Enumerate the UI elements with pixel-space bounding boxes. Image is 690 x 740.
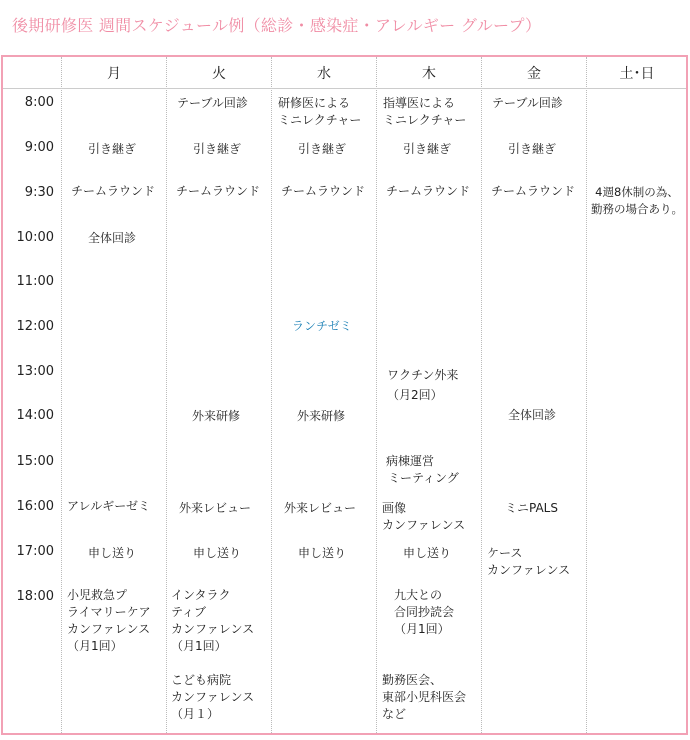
event-table-rounds: テーブル回診 — [492, 96, 563, 110]
event-attending-mini-lecture: 指導医による ミニレクチャー — [383, 96, 467, 127]
event-resident-mini-lecture: 研修医による ミニレクチャー — [278, 96, 362, 127]
event-table-rounds: テーブル回診 — [177, 96, 248, 110]
day-header-thu: 木 — [422, 66, 436, 82]
event-handover: 引き継ぎ — [298, 142, 347, 156]
day-header-wed: 水 — [317, 66, 331, 82]
event-signout: 申し送り — [298, 546, 347, 560]
event-case-conference: ケース カンファレンス — [487, 546, 571, 577]
event-team-round: チームラウンド — [491, 184, 576, 198]
event-outpatient-training: 外来研修 — [297, 409, 346, 423]
time-label: 10:00 — [16, 230, 54, 245]
time-label: 12:00 — [16, 319, 54, 334]
time-label: 9:30 — [24, 185, 54, 200]
event-team-round: チームラウンド — [386, 184, 471, 198]
event-vaccine-clinic: ワクチン外来 （月2回） — [387, 368, 459, 402]
time-label: 14:00 — [16, 408, 54, 423]
time-label: 17:00 — [16, 544, 54, 559]
event-childrens-hospital-conference: こども病院 カンファレンス （月１） — [171, 673, 255, 721]
event-team-round: チームラウンド — [176, 184, 261, 198]
event-signout: 申し送り — [193, 546, 242, 560]
event-pediatric-primary-care-conference: 小児救急プ ライマリーケア カンファレンス （月1回） — [67, 588, 151, 653]
column-divider — [376, 57, 377, 733]
time-label: 11:00 — [16, 274, 54, 289]
event-outpatient-training: 外来研修 — [192, 409, 241, 423]
day-header-mon: 月 — [107, 66, 121, 82]
day-header-weekend: 土･日 — [619, 66, 655, 82]
column-divider — [61, 57, 62, 733]
column-divider — [166, 57, 167, 733]
day-header-fri: 金 — [527, 66, 541, 82]
event-interactive-conference: インタラク ティブ カンファレンス （月1回） — [171, 588, 255, 653]
time-label: 8:00 — [24, 95, 54, 110]
event-joint-journal-club: 九大との 合同抄読会 （月1回） — [394, 588, 455, 636]
event-outpatient-review: 外来レビュー — [284, 501, 357, 515]
event-handover: 引き継ぎ — [88, 142, 137, 156]
event-handover: 引き継ぎ — [508, 142, 557, 156]
weekend-note: 4週8休制の為、 勤務の場合あり。 — [591, 185, 683, 216]
event-physicians-association: 勤務医会、 東部小児科医会 など — [382, 673, 467, 721]
event-ward-management-meeting: 病棟運営 ミーティング — [386, 454, 459, 485]
page-title: 後期研修医 週間スケジュール例（総診・感染症・アレルギー グループ） — [12, 16, 542, 35]
event-team-round: チームラウンド — [71, 184, 156, 198]
time-label: 18:00 — [16, 589, 54, 604]
column-divider — [271, 57, 272, 733]
event-general-rounds: 全体回診 — [88, 231, 137, 245]
event-general-rounds: 全体回診 — [508, 408, 557, 422]
event-mini-pals: ミニPALS — [505, 501, 558, 515]
event-imaging-conference: 画像 カンファレンス — [382, 501, 466, 532]
time-label: 13:00 — [16, 364, 54, 379]
column-divider — [481, 57, 482, 733]
event-outpatient-review: 外来レビュー — [179, 501, 252, 515]
day-header-tue: 火 — [212, 66, 226, 82]
time-label: 9:00 — [24, 140, 54, 155]
column-divider — [586, 57, 587, 733]
event-team-round: チームラウンド — [281, 184, 366, 198]
event-handover: 引き継ぎ — [193, 142, 242, 156]
time-label: 15:00 — [16, 454, 54, 469]
time-label: 16:00 — [16, 499, 54, 514]
event-signout: 申し送り — [88, 546, 137, 560]
event-signout: 申し送り — [403, 546, 452, 560]
header-divider — [3, 88, 686, 89]
event-handover: 引き継ぎ — [403, 142, 452, 156]
event-allergy-seminar: アレルギーゼミ — [67, 499, 150, 513]
event-lunch-seminar: ランチゼミ — [292, 319, 352, 333]
